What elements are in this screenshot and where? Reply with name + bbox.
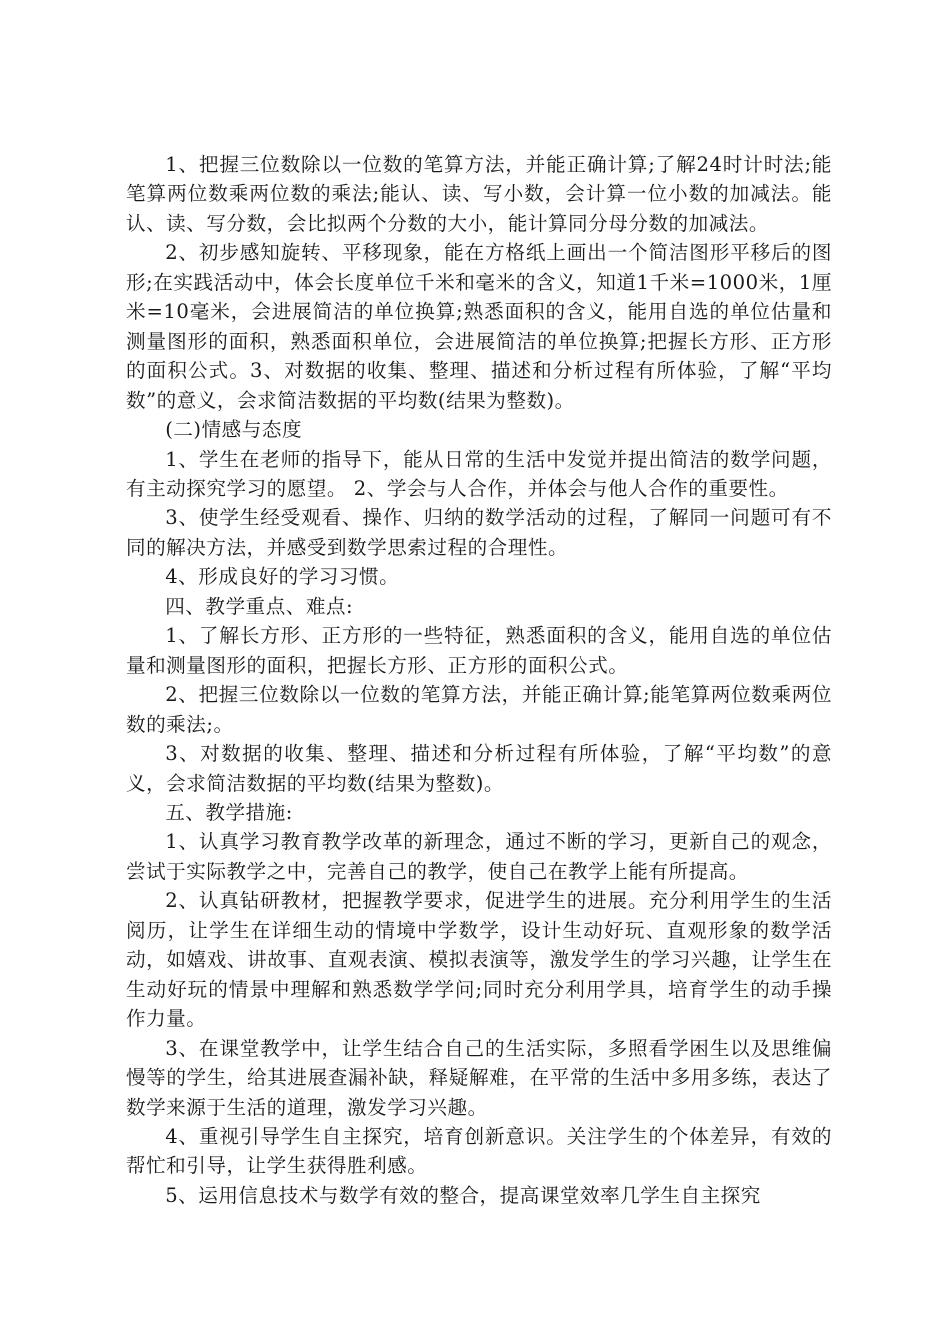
- section-heading-measures: 五、教学措施:: [165, 800, 293, 824]
- section-heading-key-points: 四、教学重点、难点:: [165, 594, 354, 618]
- paragraph-measure-2: 2、认真钻研教材，把握教学要求，促进学生的进展。充分利用学生的生活阅历，让学生在详细生动的情境中学数学，设计生动好玩、直观形象的数学活动，如嬉戏、讲故事、直观表演、模拟表演等，激发学生的学习兴趣，让学生在生动好玩的情景中理解和熟悉数学学问;同时充分利用学具，培育学生的动手操作力量。: [126, 889, 832, 1031]
- paragraph-attitude-3: 3、使学生经受观看、操作、归纳的数学活动的过程，了解同一问题可有不同的解决方法，并感受到数学思索过程的合理性。: [126, 506, 832, 559]
- paragraph-measure-1: 1、认真学习教育教学改革的新理念，通过不断的学习，更新自己的观念，尝试于实际教学之中，完善自己的教学，使自己在教学上能有所提高。: [126, 830, 832, 883]
- paragraph-key-point-1: 1、了解长方形、正方形的一些特征，熟悉面积的含义，能用自选的单位估量和测量图形的面积，把握长方形、正方形的面积公式。: [126, 624, 832, 677]
- paragraph-measure-4: 4、重视引导学生自主探究，培育创新意识。关注学生的个体差异，有效的帮忙和引导，让学生获得胜利感。: [126, 1124, 832, 1178]
- section-heading-emotion-attitude: (二)情感与态度: [165, 418, 303, 442]
- paragraph-measure-3: 3、在课堂教学中，让学生结合自己的生活实际，多照看学困生以及思维偏慢等的学生，给其进展查漏补缺，释疑解难，在平常的生活中多用多练，表达了数学来源于生活的道理，激发学习兴趣。: [126, 1036, 832, 1119]
- document-body: [126, 150, 832, 1210]
- paragraph-key-point-3: 3、对数据的收集、整理、描述和分析过程有所体验，了解“平均数”的意义，会求简洁数据的平均数(结果为整数)。: [126, 742, 832, 795]
- paragraph-attitude-4: 4、形成良好的学习习惯。: [165, 565, 400, 589]
- paragraph-objective-1: 1、把握三位数除以一位数的笔算方法，并能正确计算;了解24时计时法;能笔算两位数乘两位数的乘法;能认、读、写小数，会计算一位小数的加减法。能认、读、写分数，会比拟两个分数的大小，能计算同分母分数的加减法。: [126, 153, 832, 235]
- paragraph-objective-2: 2、初步感知旋转、平移现象，能在方格纸上画出一个简洁图形平移后的图形;在实践活动中，体会长度单位千米和毫米的含义，知道1千米=1000米，1厘米=10毫米，会进展简洁的单位换算;熟悉面积的含义，能用自选的单位估量和测量图形的面积，熟悉面积单位，会进展简洁的单位换算;把握长方形、正方形的面积公式。3、对数据的收集、整理、描述和分析过程有所体验，了解“平均数”的意义，会求简洁数据的平均数(结果为整数)。: [126, 241, 832, 412]
- paragraph-measure-5: 5、运用信息技术与数学有效的整合，提高课堂效率几学生自主探究: [165, 1183, 761, 1207]
- paragraph-key-point-2: 2、把握三位数除以一位数的笔算方法，并能正确计算;能笔算两位数乘两位数的乘法;。: [126, 683, 832, 736]
- paragraph-attitude-1: 1、学生在老师的指导下，能从日常的生活中发觉并提出简洁的数学问题，有主动探究学习的愿望。 2、学会与人合作，并体会与他人合作的重要性。: [126, 447, 832, 500]
